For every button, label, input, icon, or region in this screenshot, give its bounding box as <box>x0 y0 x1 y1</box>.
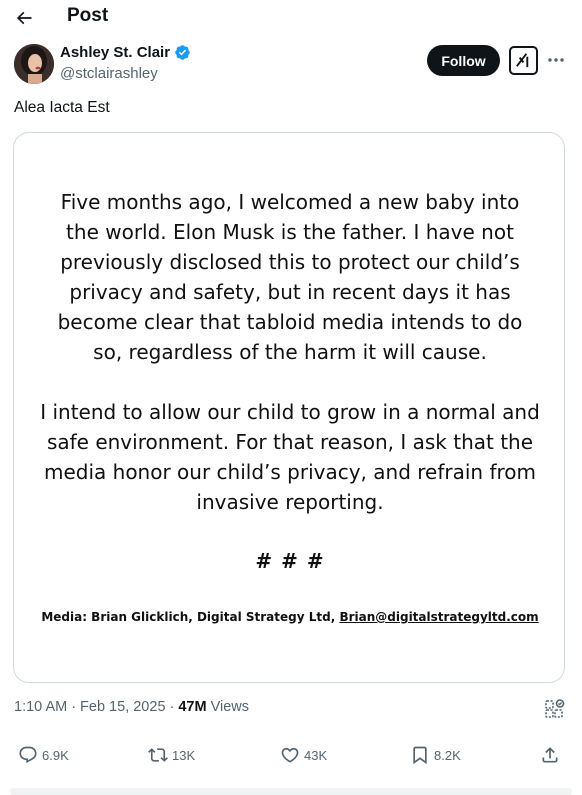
page-title: Post <box>67 5 109 26</box>
analytics-button[interactable] <box>544 698 566 720</box>
qr-analytics-icon <box>544 698 566 720</box>
statement-image-card[interactable] <box>13 132 565 683</box>
grok-icon <box>514 51 533 70</box>
share-button[interactable] <box>540 745 560 765</box>
like-count: 43K <box>304 747 328 763</box>
post-time[interactable]: 1:10 AM <box>14 699 68 715</box>
views-count: 47M <box>178 699 207 715</box>
statement-text <box>14 187 565 547</box>
bookmark-icon <box>410 745 430 765</box>
reply-button[interactable] <box>18 745 69 765</box>
name-row <box>60 44 191 61</box>
bookmark-button[interactable] <box>410 745 461 765</box>
like-button[interactable] <box>280 745 327 765</box>
statement-hashes: # # # <box>255 549 325 573</box>
author-handle[interactable]: @stclairashley <box>60 65 158 82</box>
bookmark-count: 8.2K <box>434 747 461 763</box>
top-bar <box>0 0 582 36</box>
follow-button[interactable]: Follow <box>427 45 500 76</box>
arrow-left-icon <box>14 8 34 28</box>
author-name[interactable]: Ashley St. Clair <box>60 44 171 61</box>
repost-icon <box>148 745 168 765</box>
meta-separator: · <box>169 699 175 715</box>
media-contact-email: Brian@digitalstrategyltd.com <box>339 610 539 624</box>
post-date[interactable]: Feb 15, 2025 <box>80 699 166 715</box>
reply-icon <box>18 745 38 765</box>
bottom-divider <box>10 788 572 795</box>
views-label: Views <box>210 699 249 715</box>
statement-paragraph-2: I intend to allow our child to grow in a normal and safe environment. For that reason, I ask that the media honor our child’s privacy, and refrain from invasive reporting. <box>40 400 540 514</box>
repost-count: 13K <box>172 747 196 763</box>
meta-separator: · <box>71 699 77 715</box>
more-button[interactable] <box>545 50 567 70</box>
media-contact <box>14 610 565 624</box>
engagement-bar <box>0 745 582 771</box>
heart-icon <box>280 745 300 765</box>
repost-button[interactable] <box>148 745 195 765</box>
tweet-text: Alea Iacta Est <box>14 99 110 116</box>
more-horizontal-icon <box>547 57 565 63</box>
statement-paragraph-1: Five months ago, I welcomed a new baby into the world. Elon Musk is the father. I have not previously disclosed this to protect our child’s privacy and safety, but in recent days it has become clear that tabloid media intends to do so, regardless of the harm it will cause. <box>57 190 523 364</box>
share-icon <box>540 745 560 765</box>
post-meta <box>14 699 249 715</box>
media-contact-prefix: Media: Brian Glicklich, Digital Strategy Ltd, <box>41 610 340 624</box>
verified-badge-icon <box>174 44 191 61</box>
reply-count: 6.9K <box>42 747 69 763</box>
avatar[interactable] <box>14 44 54 84</box>
grok-button[interactable] <box>509 46 538 75</box>
back-button[interactable] <box>10 4 38 32</box>
avatar-image <box>14 44 54 84</box>
